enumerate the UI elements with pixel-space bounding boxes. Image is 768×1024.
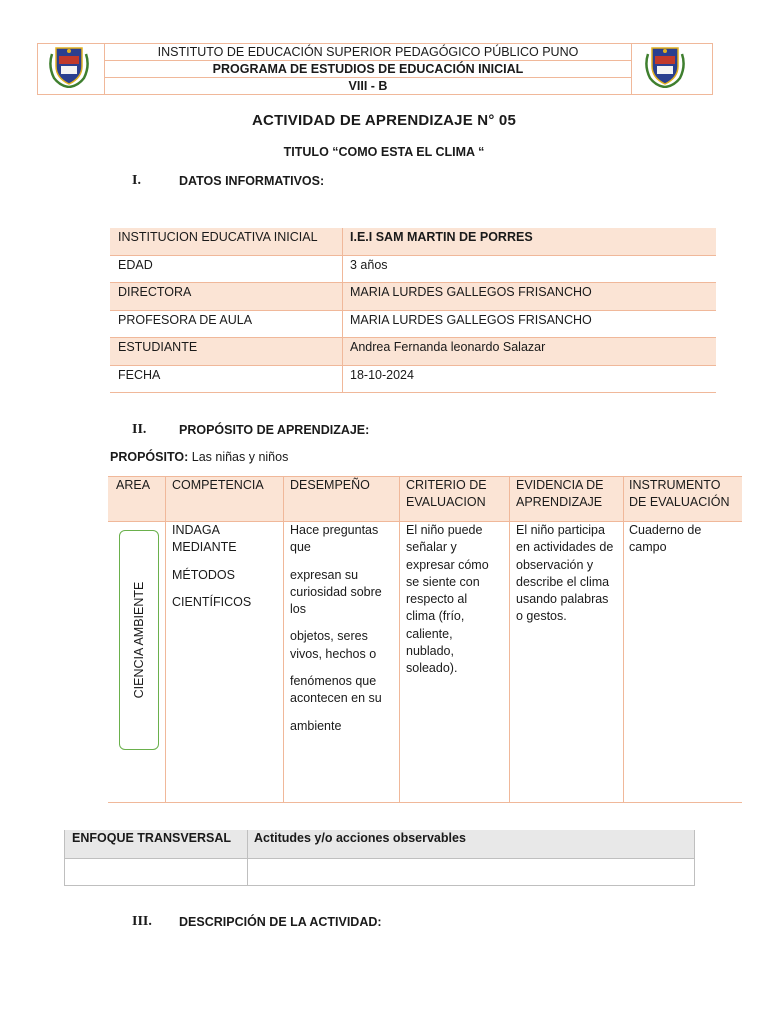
table-row [110, 228, 716, 256]
column-header: INSTRUMENTO DE EVALUACIÓN [629, 478, 730, 510]
info-key: EDAD [118, 257, 153, 272]
info-value: 18-10-2024 [350, 367, 414, 382]
column-header: COMPETENCIA [172, 478, 264, 492]
section-number: II. [132, 422, 147, 437]
area-label: CIENCIA AMBIENTE [132, 581, 146, 699]
info-key: DIRECTORA [118, 285, 192, 299]
column-header: EVIDENCIA DE APRENDIZAJE [516, 478, 604, 510]
purpose-line [110, 450, 288, 464]
activity-subtitle: TITULO “COMO ESTA EL CLIMA “ [283, 145, 485, 159]
table-row [110, 256, 716, 284]
header-institution: INSTITUTO DE EDUCACIÓN SUPERIOR PEDAGÓGICO PÚBLICO PUNO [157, 45, 579, 59]
purpose-text: Las niñas y niños [188, 450, 289, 464]
enfoque-table [64, 830, 695, 886]
info-value: I.E.I SAM MARTIN DE PORRES [350, 230, 533, 244]
table-row [110, 311, 716, 339]
section-title: DATOS INFORMATIVOS: [179, 174, 325, 188]
info-key: FECHA [118, 367, 161, 382]
section-title: PROPÓSITO DE APRENDIZAJE: [179, 423, 370, 437]
page-title: ACTIVIDAD DE APRENDIZAJE N° 05 [252, 112, 516, 129]
info-value: MARIA LURDES GALLEGOS FRISANCHO [350, 312, 592, 327]
purpose-table [108, 476, 742, 803]
column-header: ENFOQUE TRANSVERSAL [72, 831, 232, 845]
table-row [110, 338, 716, 366]
info-value: Andrea Fernanda leonardo Salazar [350, 340, 546, 354]
competencia-cell: INDAGA MEDIANTE MÉTODOS CIENTÍFICOS [172, 523, 252, 609]
table-row [110, 283, 716, 311]
criterio-cell: El niño puede señalar y expresar cómo se siente con respecto al clima (frío, caliente, nublado, soleado). [406, 523, 489, 676]
column-header: CRITERIO DE EVALUACION [406, 478, 487, 510]
header-section: VIII - B [348, 79, 388, 93]
column-header: DESEMPEÑO [290, 478, 370, 492]
section-number: I. [132, 173, 141, 188]
section-title: DESCRIPCIÓN DE LA ACTIVIDAD: [179, 915, 382, 929]
info-key: PROFESORA DE AULA [118, 312, 253, 327]
evidencia-cell: El niño participa en actividades de observación y describe el clima usando palabras o gestos. [516, 523, 614, 624]
header-program: PROGRAMA DE ESTUDIOS DE EDUCACIÓN INICIAL [212, 62, 524, 76]
column-header: AREA [116, 478, 151, 492]
desempeno-cell: Hace preguntas que expresan su curiosidad sobre los objetos, seres vivos, hechos o fenómenos que acontecen en su ambiente [290, 523, 382, 733]
column-header: Actitudes y/o acciones observables [254, 831, 466, 845]
instrumento-cell: Cuaderno de campo [629, 523, 702, 555]
info-key: INSTITUCION EDUCATIVA INICIAL [118, 230, 318, 244]
info-key: ESTUDIANTE [118, 340, 198, 354]
table-row [110, 366, 716, 394]
section-number: III. [132, 914, 152, 929]
info-value: MARIA LURDES GALLEGOS FRISANCHO [350, 285, 592, 299]
info-value: 3 años [350, 257, 388, 272]
document-header [37, 43, 713, 95]
info-table [110, 228, 716, 393]
institution-crest-icon [46, 42, 92, 88]
institution-crest-icon [642, 42, 688, 88]
purpose-label: PROPÓSITO: [110, 450, 189, 464]
